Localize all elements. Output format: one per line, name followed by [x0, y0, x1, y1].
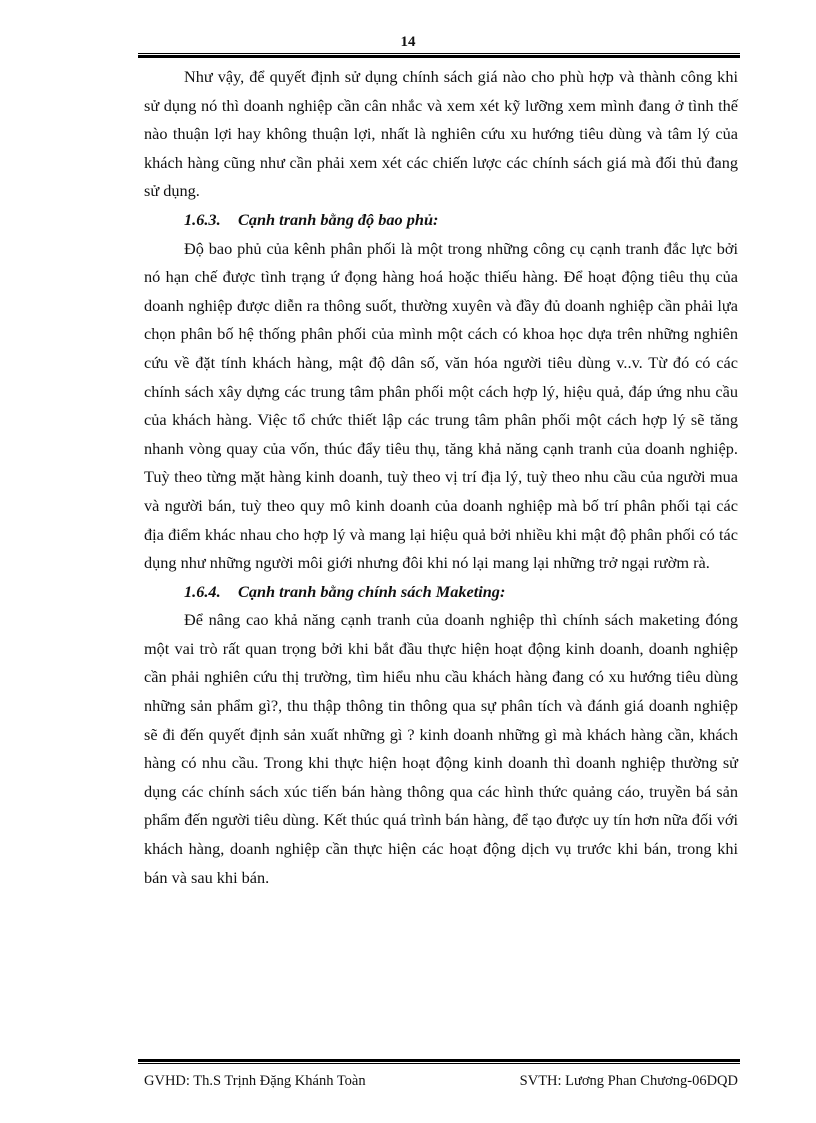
footer-rule — [138, 1059, 740, 1064]
header-rule-thin-line — [138, 53, 740, 54]
section-number: 1.6.3. — [184, 209, 221, 229]
section-title: Cạnh tranh bằng độ bao phủ: — [238, 209, 439, 229]
footer-rule-thin-line — [138, 1063, 740, 1064]
section-heading-1-6-4 — [144, 578, 738, 607]
header-rule-thick-line — [138, 55, 740, 58]
page-footer — [144, 1073, 738, 1090]
footer-supervisor: GVHD: Th.S Trịnh Đặng Khánh Toàn — [144, 1073, 366, 1089]
paragraph-pricing-conclusion: Như vậy, để quyết định sử dụng chính sách giá nào cho phù hợp và thành công khi sử dụng nó thì doanh nghiệp cần cân nhắc và xem xét kỹ lưỡng xem mình đang ở tình thế nào thuận lợi hay không thuận lợi, nhất là nghiên cứu xu hướng tiêu dùng và tâm lý của khách hàng cũng như cần phải xem xét các chiến lược các chính sách giá mà đối thủ đang sử dụng. — [144, 67, 738, 201]
page-number: 14 — [400, 34, 416, 50]
section-heading-1-6-3 — [144, 206, 738, 235]
document-body — [144, 63, 738, 892]
section-number: 1.6.4. — [184, 581, 221, 601]
footer-student: SVTH: Lương Phan Chương-06DQD — [519, 1073, 738, 1089]
section-title: Cạnh tranh bằng chính sách Maketing: — [238, 581, 506, 601]
paragraph-distribution-coverage: Độ bao phủ của kênh phân phối là một trong những công cụ cạnh tranh đắc lực bởi nó hạn chế được tình trạng ứ đọng hàng hoá hoặc thiếu hàng. Để hoạt động tiêu thụ của doanh nghiệp được diễn ra thông suốt, thường xuyên và đầy đủ doanh nghiệp cần phải lựa chọn phân bố hệ thống phân phối của mình một cách có khoa học dựa trên những nghiên cứu về đặt tính khách hàng, mật độ dân số, văn hóa người tiêu dùng v..v. Từ đó có các chính sách xây dựng các trung tâm phân phối một cách hợp lý, hiệu quả, đáp ứng nhu cầu của khách hàng. Việc tổ chức thiết lập các trung tâm phân phối một cách hợp lý sẽ tăng nhanh vòng quay của vốn, thúc đẩy tiêu thụ, tăng khả năng cạnh tranh của doanh nghiệp. Tuỳ theo từng mặt hàng kinh doanh, tuỳ theo vị trí địa lý, tuỳ theo nhu cầu của người mua và người bán, tuỳ theo quy mô kinh doanh của doanh nghiệp mà bố trí phân phối tại các địa điểm khác nhau cho hợp lý và mang lại hiệu quả bởi nhiều khi mật độ phân phối có tác dụng như những người môi giới nhưng đôi khi nó lại mang lại những trở ngại rườm rà. — [144, 238, 738, 573]
paragraph-marketing-policy: Để nâng cao khả năng cạnh tranh của doanh nghiệp thì chính sách maketing đóng một vai trò rất quan trọng bởi khi bắt đầu thực hiện hoạt động kinh doanh, doanh nghiệp cần phải nghiên cứu thị trường, tìm hiểu nhu cầu khách hàng đang có xu hướng tiêu dùng những sản phẩm gì?, thu thập thông tin thông qua sự phân tích và đánh giá doanh nghiệp sẽ đi đến quyết định sản xuất những gì ? kinh doanh những gì mà khách hàng cần, khách hàng có nhu cầu. Trong khi thực hiện hoạt động kinh doanh thì doanh nghiệp thường sử dụng các chính sách xúc tiến bán hàng thông qua các hình thức quảng cáo, truyền bá sản phẩm đến người tiêu dùng. Kết thúc quá trình bán hàng, để tạo được uy tín hơn nữa đối với khách hàng, doanh nghiệp cần thực hiện các hoạt động dịch vụ trước khi bán, trong khi bán và sau khi bán. — [144, 610, 739, 887]
header-rule — [138, 53, 740, 58]
footer-rule-thick-line — [138, 1059, 740, 1062]
